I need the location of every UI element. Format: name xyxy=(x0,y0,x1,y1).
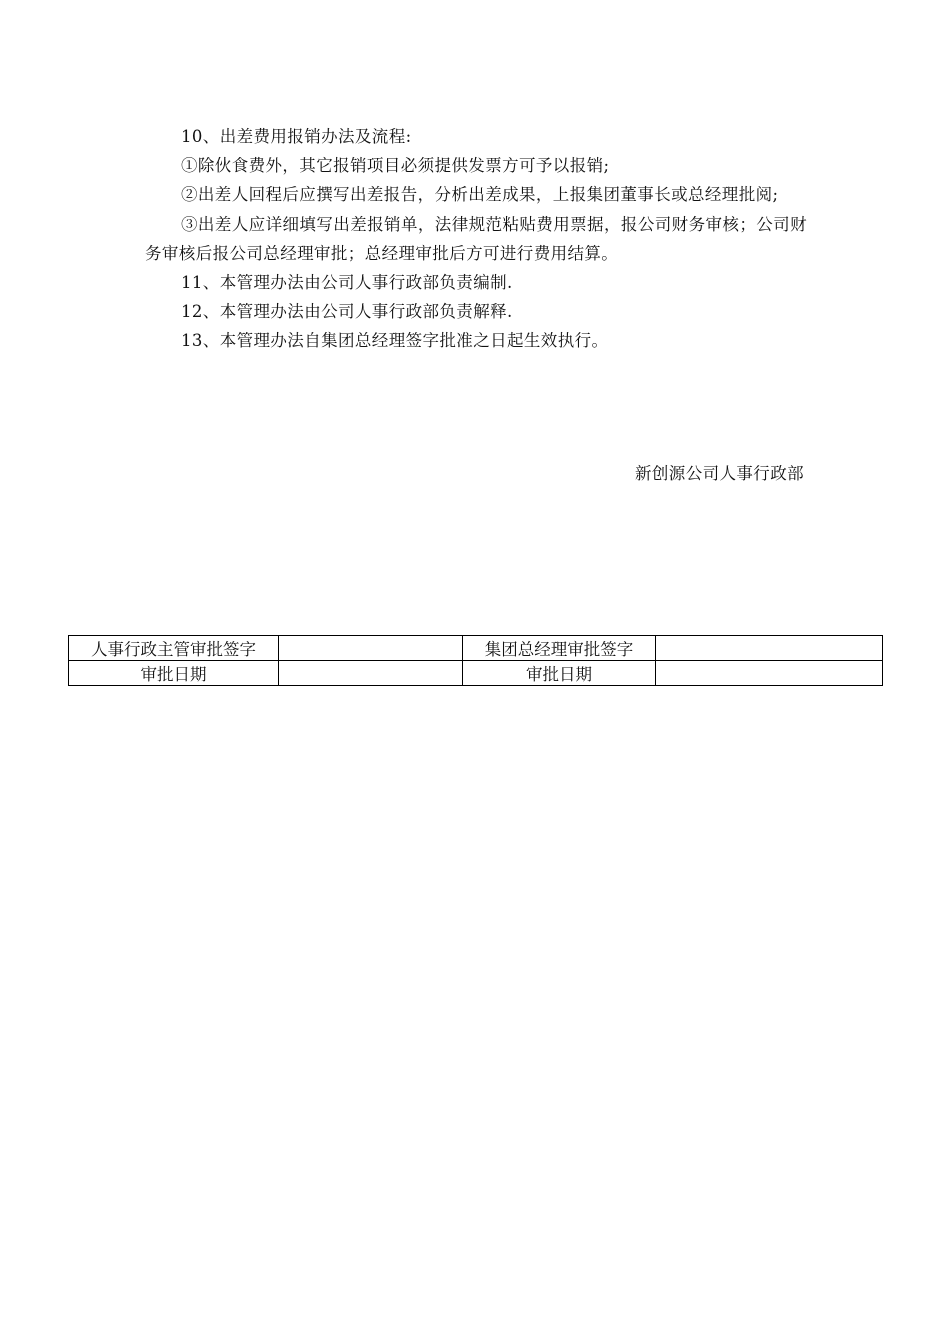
approval-row-date xyxy=(69,661,883,686)
hr-supervisor-signature-label: 人事行政主管审批签字 xyxy=(69,636,279,661)
paragraph-clause-13: 13、本管理办法自集团总经理签字批准之日起生效执行。 xyxy=(181,331,609,351)
document-body xyxy=(145,122,807,356)
general-manager-signature-label: 集团总经理审批签字 xyxy=(463,636,656,661)
paragraph-clause-11: 11、本管理办法由公司人事行政部负责编制. xyxy=(181,273,513,293)
paragraph-reimbursement-item-1: ①除伙食费外，其它报销项目必须提供发票方可予以报销; xyxy=(181,156,610,176)
gm-approval-date-label: 审批日期 xyxy=(463,661,656,686)
paragraph-reimbursement-item-3: ③出差人应详细填写出差报销单，法律规范粘贴费用票据，报公司财务审核；公司财务审核后报公司总经理审批；总经理审批后方可进行费用结算。 xyxy=(145,214,807,263)
hr-approval-date-cell[interactable] xyxy=(279,661,463,686)
gm-approval-date-cell[interactable] xyxy=(656,661,883,686)
paragraph-reimbursement-heading: 10、出差费用报销办法及流程: xyxy=(181,127,412,146)
hr-supervisor-signature-cell[interactable] xyxy=(279,636,463,661)
hr-approval-date-label: 审批日期 xyxy=(69,661,279,686)
general-manager-signature-cell[interactable] xyxy=(656,636,883,661)
approval-table xyxy=(68,635,883,686)
approval-row-signature xyxy=(69,636,883,661)
paragraph-clause-12: 12、本管理办法由公司人事行政部负责解释. xyxy=(181,302,513,322)
issuing-department-signature: 新创源公司人事行政部 xyxy=(635,464,804,483)
paragraph-reimbursement-item-2: ②出差人回程后应撰写出差报告，分析出差成果，上报集团董事长或总经理批阅; xyxy=(181,185,779,205)
